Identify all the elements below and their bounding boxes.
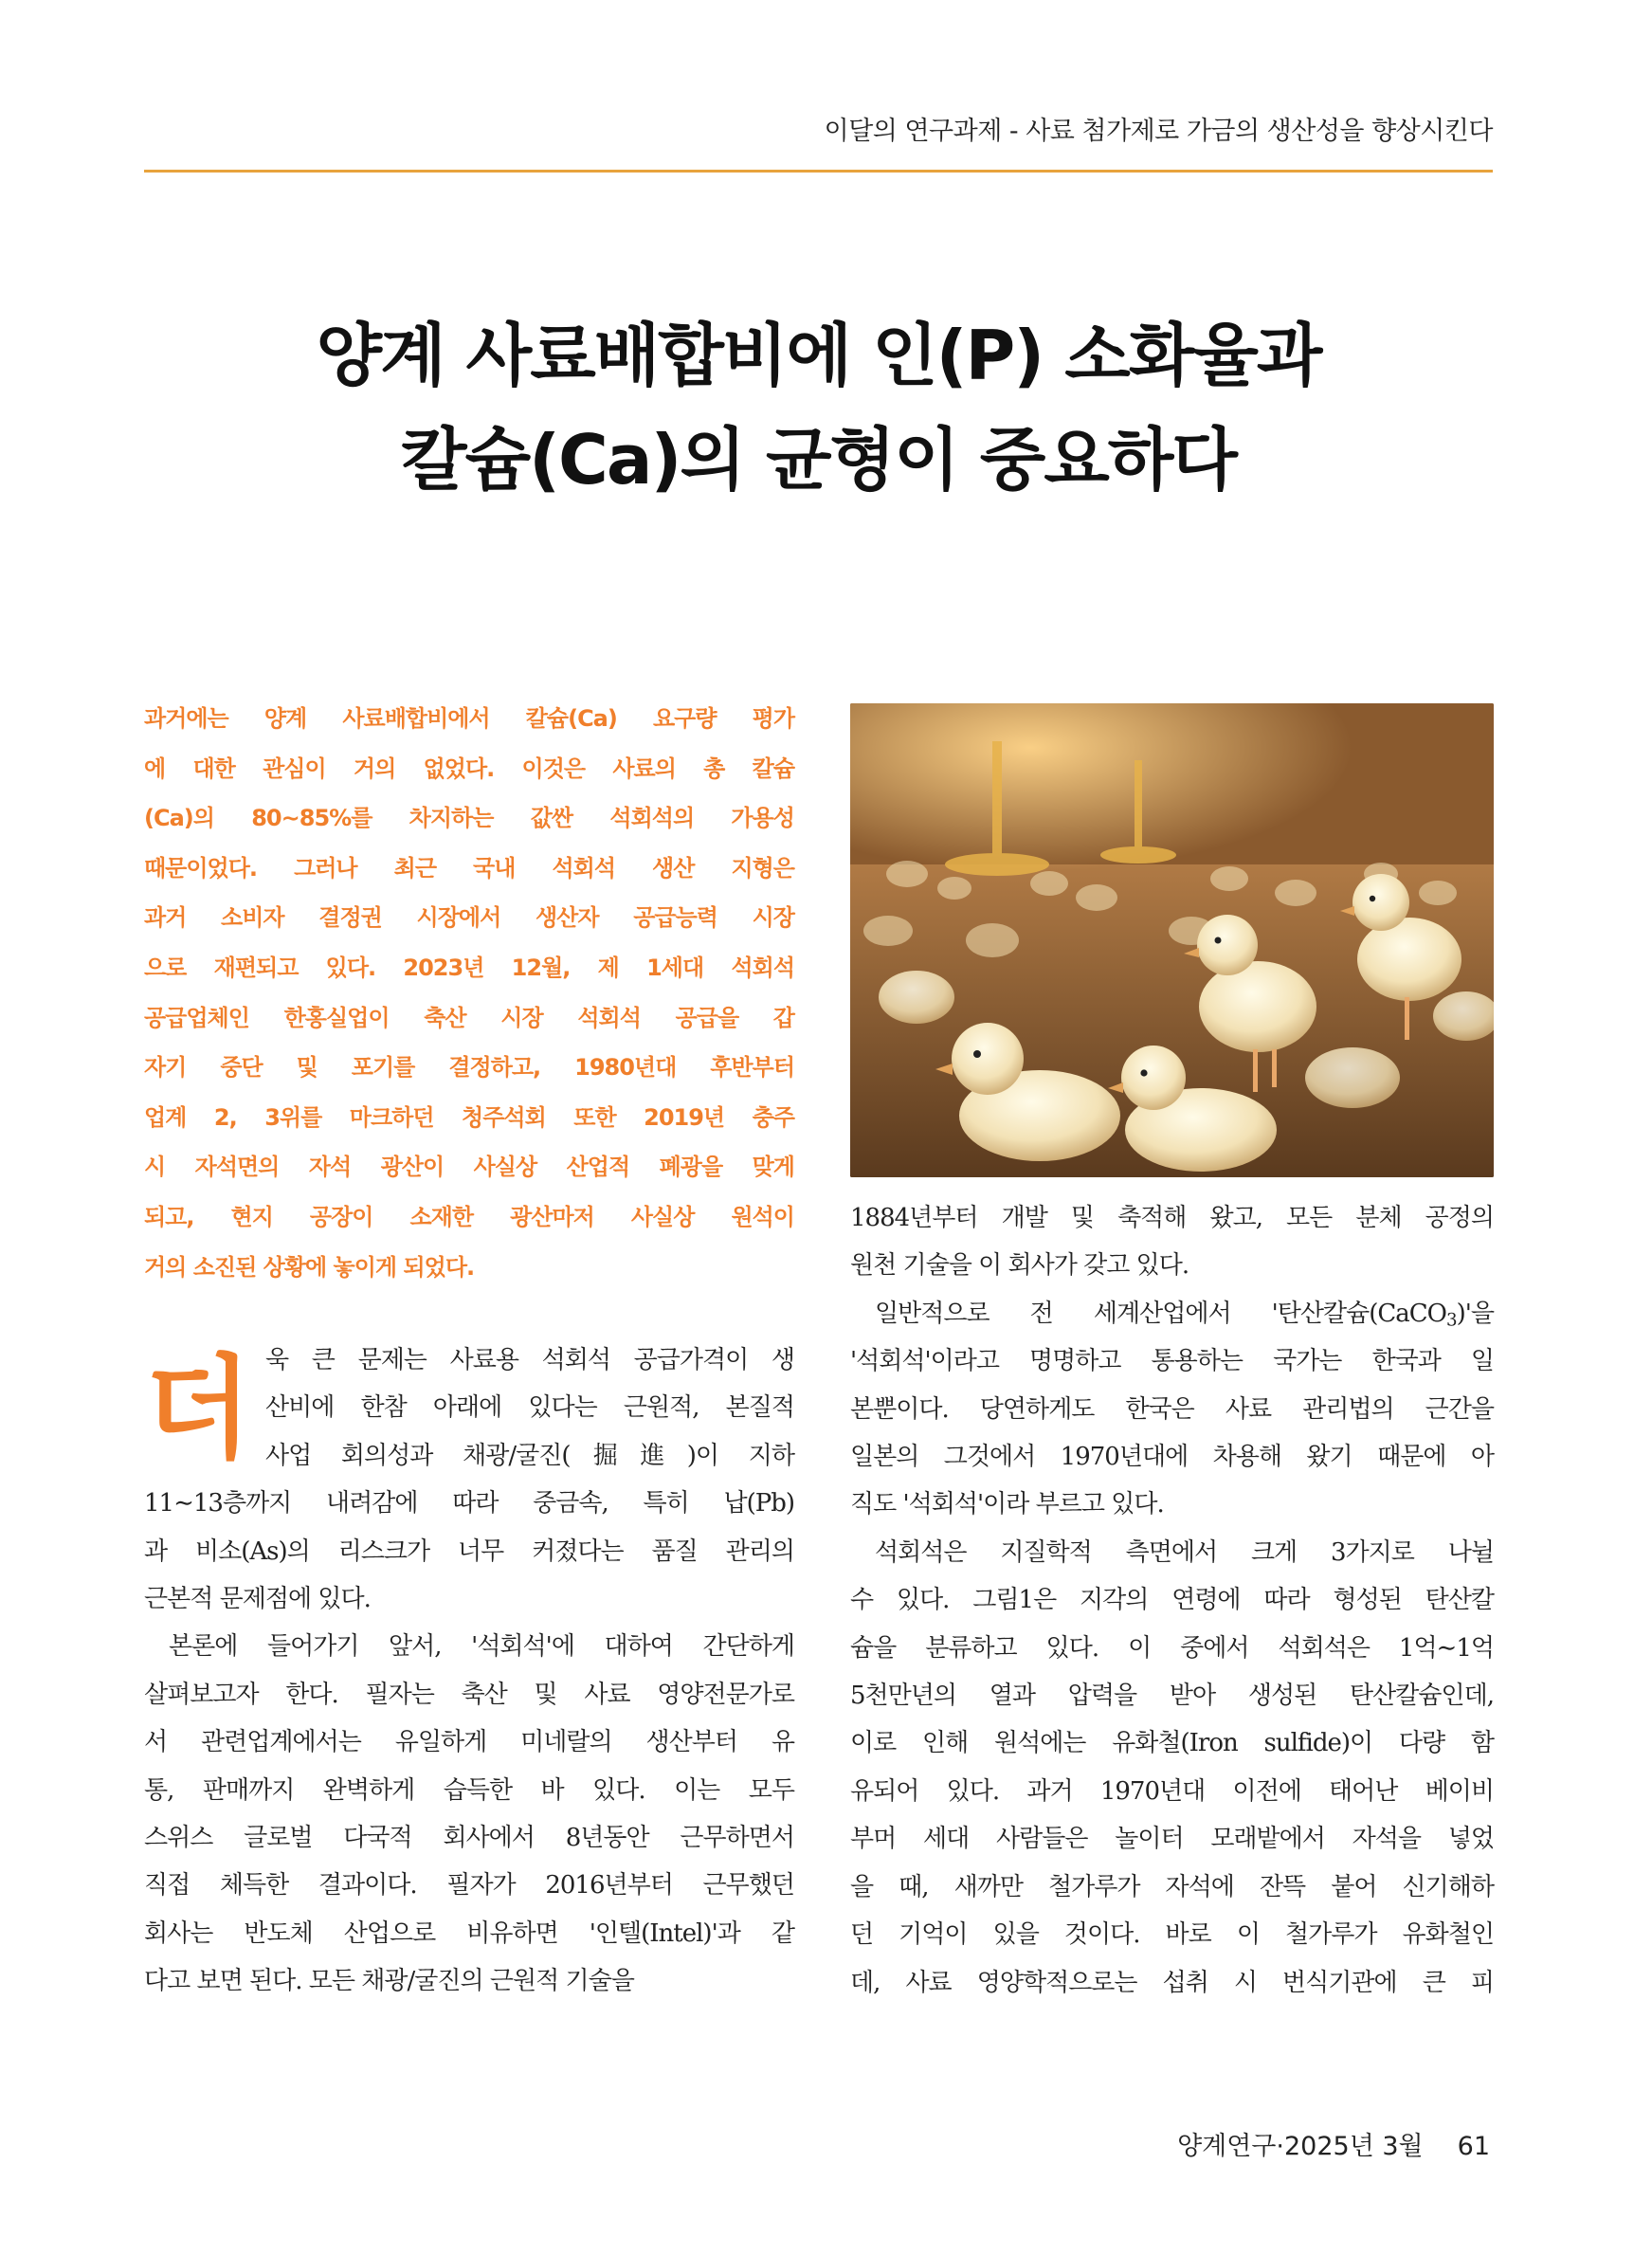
body-line: 직접 체득한 결과이다. 필자가 2016년부터 근무했던 <box>144 1871 794 1900</box>
lead-line: (Ca)의 80∼85%를 차지하는 값싼 석회석의 가용성 <box>144 805 794 832</box>
body-line <box>850 1290 1494 1337</box>
body-line: 다고 보면 된다. 모든 채광/굴진의 근원적 기술을 <box>144 1967 634 1996</box>
lead-line: 시 자석면의 자석 광산이 사실상 산업적 폐광을 맞게 <box>144 1154 794 1181</box>
body-line: 스위스 글로벌 다국적 회사에서 8년동안 근무하면서 <box>144 1824 794 1853</box>
article-title-line-1: 양계 사료배합비에 인(P) 소화율과 <box>316 316 1321 395</box>
lead-line: 공급업체인 한홍실업이 축산 시장 석회석 공급을 갑 <box>144 1004 794 1031</box>
body-line-text: )'을 <box>1456 1299 1494 1328</box>
page-footer <box>144 2125 1490 2162</box>
body-line: 사업 회의성과 채광/굴진(掘進)이 지하 <box>265 1441 794 1470</box>
lead-line: 되고, 현지 공장이 소재한 광산마저 사실상 원석이 <box>144 1203 794 1230</box>
body-line: 원천 기술을 이 회사가 갖고 있다. <box>850 1251 1189 1281</box>
body-line: 1884년부터 개발 및 축적해 왔고, 모든 분체 공정의 <box>850 1204 1494 1232</box>
subscript: 3 <box>1446 1310 1457 1331</box>
body-line: 과 비소(As)의 리스크가 너무 커졌다는 품질 관리의 <box>144 1537 794 1566</box>
body-line: 5천만년의 열과 압력을 받아 생성된 탄산칼슘인데, <box>850 1682 1494 1711</box>
lead-line: 으로 재편되고 있다. 2023년 12월, 제 1세대 석회석 <box>144 954 794 981</box>
lead-line: 거의 소진된 상황에 놓이게 되었다. <box>144 1253 475 1281</box>
body-line: 회사는 반도체 산업으로 비유하면 '인텔(Intel)'과 같 <box>144 1919 794 1948</box>
body-line: 본뿐이다. 당연하게도 한국은 사료 관리법의 근간을 <box>850 1394 1494 1424</box>
body-line: 부머 세대 사람들은 놀이터 모래밭에서 자석을 넣었 <box>850 1825 1494 1854</box>
lead-line: 업계 2, 3위를 마크하던 청주석회 또한 2019년 충주 <box>144 1103 794 1131</box>
body-line: 데, 사료 영양학적으로는 섭취 시 번식기관에 큰 피 <box>850 1968 1494 1997</box>
dropcap: 더 <box>144 1343 251 1474</box>
page-number: 61 <box>1457 2132 1490 2161</box>
article-title-line-2: 칼슘(Ca)의 균형이 중요하다 <box>401 420 1236 500</box>
footer-publication: 양계연구·2025년 3월 <box>1177 2132 1424 2161</box>
body-line: 을 때, 새까만 철가루가 자석에 잔뜩 붙어 신기해하 <box>850 1872 1494 1901</box>
header-rule <box>144 170 1493 173</box>
body-line: 던 기억이 있을 것이다. 바로 이 철가루가 유화철인 <box>850 1920 1494 1950</box>
left-column <box>144 1337 794 2006</box>
body-line: 수 있다. 그림1은 지각의 연령에 따라 형성된 탄산칼 <box>850 1586 1494 1615</box>
body-line: 통, 판매까지 완벽하게 습득한 바 있다. 이는 모두 <box>144 1775 794 1805</box>
chicks-illustration <box>850 703 1494 1177</box>
body-line: 욱 큰 문제는 사료용 석회석 공급가격이 생 <box>265 1346 794 1374</box>
body-line: 직도 '석회석'이라 부르고 있다. <box>850 1490 1164 1519</box>
lead-line: 과거에는 양계 사료배합비에서 칼슘(Ca) 요구량 평가 <box>144 705 794 732</box>
body-line: 슘을 분류하고 있다. 이 중에서 석회석은 1억∼1억 <box>850 1633 1494 1663</box>
body-line: 근본적 문제점에 있다. <box>144 1585 371 1614</box>
running-header: 이달의 연구과제 - 사료 첨가제로 가금의 생산성을 향상시킨다 <box>824 117 1493 146</box>
dropcap-block <box>144 1337 794 1480</box>
lead-line: 과거 소비자 결정권 시장에서 생산자 공급능력 시장 <box>144 904 794 932</box>
body-line: 산비에 한참 아래에 있다는 근원적, 본질적 <box>265 1393 794 1423</box>
lead-line: 때문이었다. 그러나 최근 국내 석회석 생산 지형은 <box>144 854 794 882</box>
lead-line: 에 대한 관심이 거의 없었다. 이것은 사료의 총 칼슘 <box>144 755 794 782</box>
body-line: 석회석은 지질학적 측면에서 크게 3가지로 나뉠 <box>875 1537 1494 1567</box>
body-line: 서 관련업계에서는 유일하게 미네랄의 생산부터 유 <box>144 1728 794 1757</box>
body-line-text: 일반적으로 전 세계산업에서 '탄산칼슘(CaCO <box>875 1299 1446 1328</box>
body-line: 본론에 들어가기 앞서, '석회석'에 대하여 간단하게 <box>169 1632 794 1662</box>
article-title <box>144 303 1493 512</box>
body-line: 이로 인해 원석에는 유화철(Iron sulfide)이 다량 함 <box>850 1729 1494 1758</box>
body-line: 살펴보고자 한다. 필자는 축산 및 사료 영양전문가로 <box>144 1680 794 1709</box>
body-line: 유되어 있다. 과거 1970년대 이전에 태어난 베이비 <box>850 1776 1494 1806</box>
lead-line: 자기 중단 및 포기를 결정하고, 1980년대 후반부터 <box>144 1054 794 1082</box>
chicks-photo <box>850 703 1494 1177</box>
lead-paragraph <box>144 694 794 1292</box>
body-line: 11∼13층까지 내려감에 따라 중금속, 특히 납(Pb) <box>144 1489 794 1518</box>
body-line: 일본의 그것에서 1970년대에 차용해 왔기 때문에 아 <box>850 1443 1494 1472</box>
right-column <box>850 1194 1494 2007</box>
body-line: '석회석'이라고 명명하고 통용하는 국가는 한국과 일 <box>850 1347 1494 1376</box>
